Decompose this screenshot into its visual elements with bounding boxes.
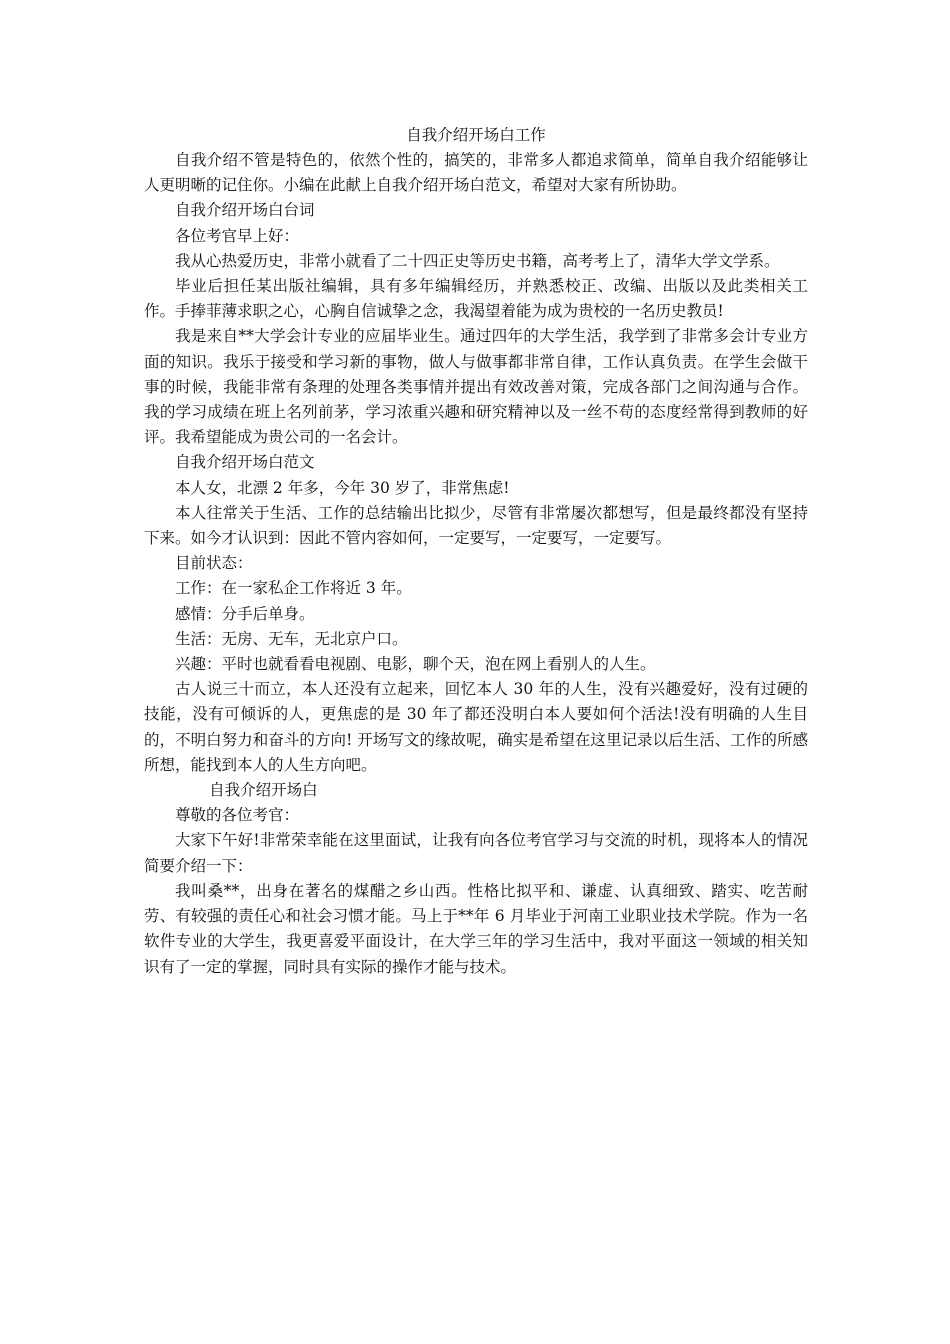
section-heading-opening: 自我介绍开场白 [209, 781, 318, 800]
paragraph-greeting-morning: 各位考官早上好： [175, 226, 300, 245]
paragraph-thirty-reflection: 古人说三十而立，本人还没有立起来，回忆本人 30 年的人生，没有兴趣爱好，没有过硬的技能，没有可倾诉的人，更焦虑的是 30 年了都还没明白本人要如何个活法!没有明确的人生目的，不明白努力和奋斗的方向! 开场写文的缘故呢，确实是希望在这里记录以后生活、工作的所感所想，能找到本人的人生方向吧。 [144, 680, 808, 774]
document-page [144, 122, 808, 980]
section-heading-opening-lines: 自我介绍开场白台词 [175, 201, 315, 220]
paragraph-afternoon-greeting: 大家下午好!非常荣幸能在这里面试，让我有向各位考官学习与交流的时机，现将本人的情况简要介绍一下： [144, 831, 808, 875]
paragraph-greeting-examiners: 尊敬的各位考官： [175, 806, 300, 825]
paragraph-status-life: 生活：无房、无车，无北京户口。 [175, 629, 408, 648]
paragraph-summary-habit: 本人往常关于生活、工作的总结输出比拟少，尽管有非常屡次都想写，但是最终都没有坚持下来。如今才认识到：因此不管内容如何，一定要写，一定要写，一定要写。 [144, 503, 808, 548]
section-heading-sample: 自我介绍开场白范文 [175, 453, 315, 472]
paragraph-status-relationship: 感情：分手后单身。 [175, 604, 315, 623]
paragraph-beipiao: 本人女，北漂 2 年多，今年 30 岁了，非常焦虑! [175, 478, 510, 497]
paragraph-status-interests: 兴趣：平时也就看看电视剧、电影，聊个天，泡在网上看别人的人生。 [175, 655, 656, 674]
paragraph-intro: 自我介绍不管是特色的，依然个性的，搞笑的，非常多人都追求简单，简单自我介绍能够让人更明晰的记住你。小编在此献上自我介绍开场白范文，希望对大家有所协助。 [144, 151, 808, 195]
paragraph-status-heading: 目前状态： [175, 554, 253, 573]
paragraph-editor-experience: 毕业后担任某出版社编辑，具有多年编辑经历，并熟悉校正、改编、出版以及此类相关工作。手捧菲薄求职之心，心胸自信诚挚之念，我渴望着能为成为贵校的一名历史教员! [144, 277, 808, 321]
paragraph-self-introduction: 我叫桑**，出身在著名的煤醋之乡山西。性格比拟平和、谦虚、认真细致、踏实、吃苦耐劳、有较强的责任心和社会习惯才能。马上于**年 6 月毕业于河南工业职业技术学院。作为一名软件专业的大学生，我更喜爱平面设计，在大学三年的学习生活中，我对平面这一领域的相关知识有了一定的掌握，同时具有实际的操作才能与技术。 [144, 881, 808, 976]
paragraph-history-love: 我从心热爱历史，非常小就看了二十四正史等历史书籍，高考考上了，清华大学文学系。 [175, 251, 780, 270]
document-title: 自我介绍开场白工作 [406, 126, 546, 144]
paragraph-accounting-graduate: 我是来自**大学会计专业的应届毕业生。通过四年的大学生活，我学到了非常多会计专业方面的知识。我乐于接受和学习新的事物，做人与做事都非常自律，工作认真负责。在学生会做干事的时候，我能非常有条理的处理各类事情并提出有效改善对策，完成各部门之间沟通与合作。我的学习成绩在班上名列前茅，学习浓重兴趣和研究精神以及一丝不苟的态度经常得到教师的好评。我希望能成为贵公司的一名会计。 [144, 327, 808, 447]
paragraph-status-work: 工作：在一家私企工作将近 3 年。 [175, 579, 412, 598]
